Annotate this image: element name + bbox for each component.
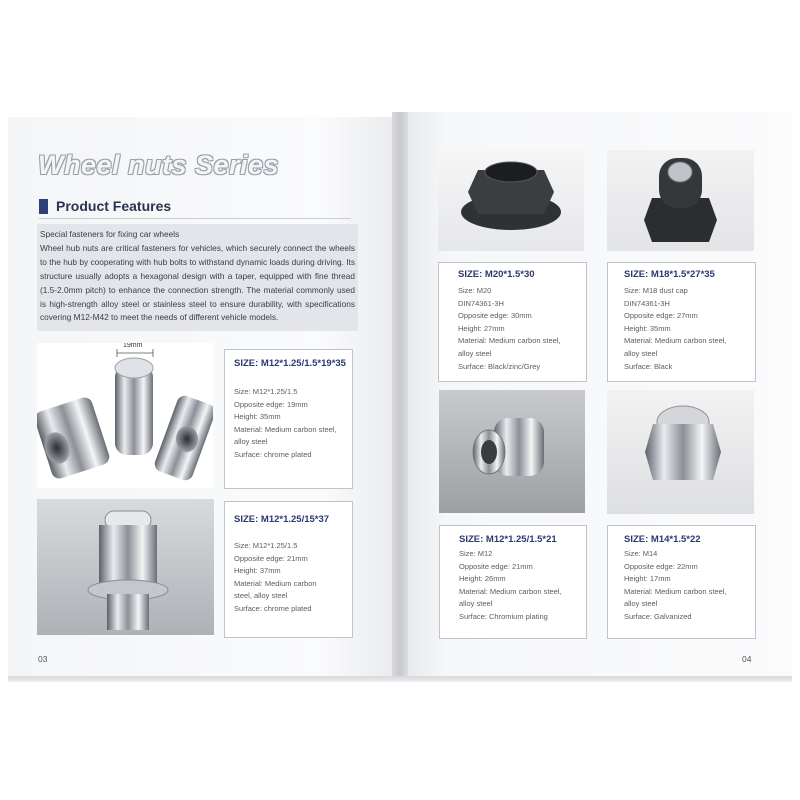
spec-line: Opposite edge: 21mm	[459, 561, 533, 571]
product-size: SIZE: M20*1.5*30	[458, 269, 535, 280]
spec-line: Material: Medium carbon steel, alloy steel	[624, 336, 727, 358]
product-size: SIZE: M18*1.5*27*35	[624, 269, 715, 280]
spec-line: Material: Medium carbon steel, alloy steel	[458, 336, 561, 358]
spec-line: Size: M18 dust cap	[624, 286, 688, 295]
spec-line: Height: 17mm	[624, 574, 671, 584]
spec-line: Material: Medium carbon steel, alloy steel	[234, 578, 317, 601]
product-size: SIZE: M12*1.25/1.5*19*35	[234, 358, 346, 369]
spec-line: DIN74361-3H	[624, 298, 670, 308]
spec-line: Height: 35mm	[234, 412, 281, 422]
spec-line: Height: 37mm	[234, 566, 281, 576]
product-card	[607, 262, 756, 382]
product-specs	[624, 285, 742, 373]
product-card	[607, 525, 756, 639]
intro-subtitle: Special fasteners for fixing car wheels	[40, 229, 180, 239]
spec-line: Surface: Black/zinc/Grey	[458, 361, 541, 371]
spec-line: Height: 35mm	[624, 323, 671, 333]
product-size: SIZE: M12*1.25/15*37	[234, 514, 330, 525]
spec-line: Opposite edge: 27mm	[624, 311, 698, 321]
spec-line: Material: Medium carbon steel, alloy steel	[234, 424, 337, 447]
spec-line: Material: Medium carbon steel, alloy steel	[624, 586, 727, 609]
product-photo-m14	[607, 390, 754, 514]
spec-line: Height: 27mm	[458, 323, 505, 333]
spec-line: Surface: Black	[624, 361, 673, 371]
spec-line: Surface: chrome plated	[234, 603, 312, 613]
spec-line: Opposite edge: 22mm	[624, 561, 698, 571]
product-photo-m18	[607, 150, 754, 251]
page-number-right: 04	[742, 654, 752, 664]
product-card	[224, 501, 353, 638]
product-specs	[234, 540, 364, 616]
spec-line: Size: M12*1.25/1.5	[234, 387, 298, 396]
spec-line: Opposite edge: 30mm	[458, 311, 532, 321]
spec-line: Surface: Chromium plating	[459, 611, 548, 621]
product-specs	[459, 548, 577, 624]
spec-line: Opposite edge: 21mm	[234, 553, 308, 563]
section-marker	[39, 199, 48, 214]
spec-line: Size: M20	[458, 286, 492, 295]
product-size: SIZE: M12*1.25/1.5*21	[459, 534, 557, 545]
spec-line: Height: 26mm	[459, 574, 506, 584]
product-specs	[624, 548, 742, 624]
spec-line: Surface: Galvanized	[624, 611, 692, 621]
page-number-left: 03	[38, 654, 48, 664]
product-card	[224, 349, 353, 489]
product-card	[439, 525, 587, 639]
product-specs	[458, 285, 576, 373]
spec-line: Size: M12	[459, 549, 493, 558]
section-title: Product Features	[56, 198, 172, 214]
product-photo-m12-35	[37, 343, 213, 488]
dimension-label: 19mm	[123, 343, 143, 349]
spec-line: Size: M12*1.25/1.5	[234, 541, 298, 550]
spec-line: Surface: chrome plated	[234, 449, 312, 459]
section-divider	[39, 218, 351, 219]
series-title: Wheel nuts Series	[38, 150, 280, 180]
product-photo-m20	[438, 150, 584, 251]
intro-body: Wheel hub nuts are critical fasteners for vehicles, which securely connect the wheels to the hub by cooperating with hub bolts to withstand dynamic loads during driving. Its structure usually adopts a hexagonal design with a taper, equipped with fine thread (1.5-2.0mm pitch) to enhance the connection strength. The material commonly used is high-strength alloy steel or stainless steel to ensure durability, with specifications covering M12-M42 to meet the needs of different vehicle models.	[40, 242, 355, 323]
intro-block	[37, 224, 358, 331]
product-photo-m12-21	[439, 390, 585, 513]
spec-line: DIN74361-3H	[458, 298, 504, 308]
book-gutter	[392, 112, 408, 678]
spec-line: Size: M14	[624, 549, 658, 558]
product-size: SIZE: M14*1.5*22	[624, 534, 701, 545]
page-edge	[8, 676, 792, 682]
spec-line: Opposite edge: 19mm	[234, 399, 308, 409]
product-photo-m12-37	[37, 499, 214, 635]
product-specs	[234, 386, 364, 462]
spec-line: Material: Medium carbon steel, alloy steel	[459, 586, 562, 609]
product-card	[438, 262, 587, 382]
